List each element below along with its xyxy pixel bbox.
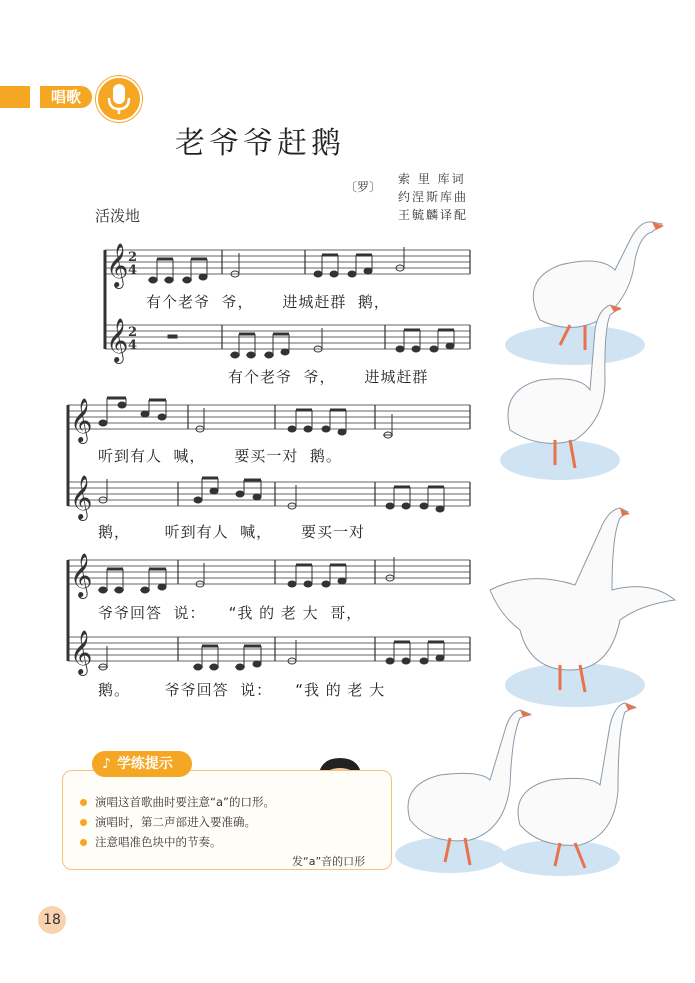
lyrics-line: 听到有人 喊， 要买一对 鹅。	[98, 447, 342, 465]
lyrics-line: 鹅， 听到有人 喊， 要买一对	[98, 523, 365, 541]
svg-text:𝄞: 𝄞	[106, 318, 129, 362]
tip-item: 演唱这首歌曲时要注意“a”的口形。	[80, 794, 275, 810]
tips-heading: ♪ 学练提示	[92, 751, 192, 777]
credit-translator: 王毓麟译配	[398, 208, 469, 222]
tempo-marking: 活泼地	[95, 207, 141, 225]
lyrics-line: 有个老爷 爷， 进城赶群	[228, 368, 429, 386]
svg-text:4: 4	[128, 263, 138, 278]
time-signature	[128, 250, 137, 353]
credit-lyricist: 索 里 库词	[398, 172, 466, 186]
svg-text:2: 2	[128, 250, 138, 265]
svg-text:𝄞: 𝄞	[106, 243, 129, 287]
tip-item: 演唱时，第二声部进入要准确。	[80, 814, 256, 830]
note-group	[148, 259, 207, 283]
page-number: 18	[38, 906, 66, 934]
section-tag: 唱歌	[40, 86, 92, 108]
song-title: 老爷爷赶鹅	[175, 126, 345, 161]
lyrics-line: 鹅。 爷爷回答 说： “我 的 老 大	[98, 681, 386, 699]
lyrics-line: 爷爷回答 说： “我 的 老 大 哥，	[98, 604, 363, 622]
goose-illustration	[395, 222, 675, 876]
svg-text:𝄞: 𝄞	[70, 630, 93, 674]
music-note-icon: ♪	[102, 756, 111, 772]
svg-text:𝄞: 𝄞	[70, 398, 93, 442]
lyrics-line: 有个老爷 爷， 进城赶群 鹅，	[146, 293, 390, 311]
credit-composer: 约涅斯库曲	[398, 190, 469, 204]
svg-text:2: 2	[128, 325, 138, 340]
tip-item: 注意唱准色块中的节奏。	[80, 834, 222, 850]
svg-text:𝄞: 𝄞	[70, 553, 93, 597]
credit-origin: 〔罗〕	[345, 180, 382, 194]
photo-caption: 发“a”音的口形	[292, 855, 366, 868]
svg-text:𝄞: 𝄞	[70, 475, 93, 519]
svg-text:4: 4	[128, 338, 138, 353]
